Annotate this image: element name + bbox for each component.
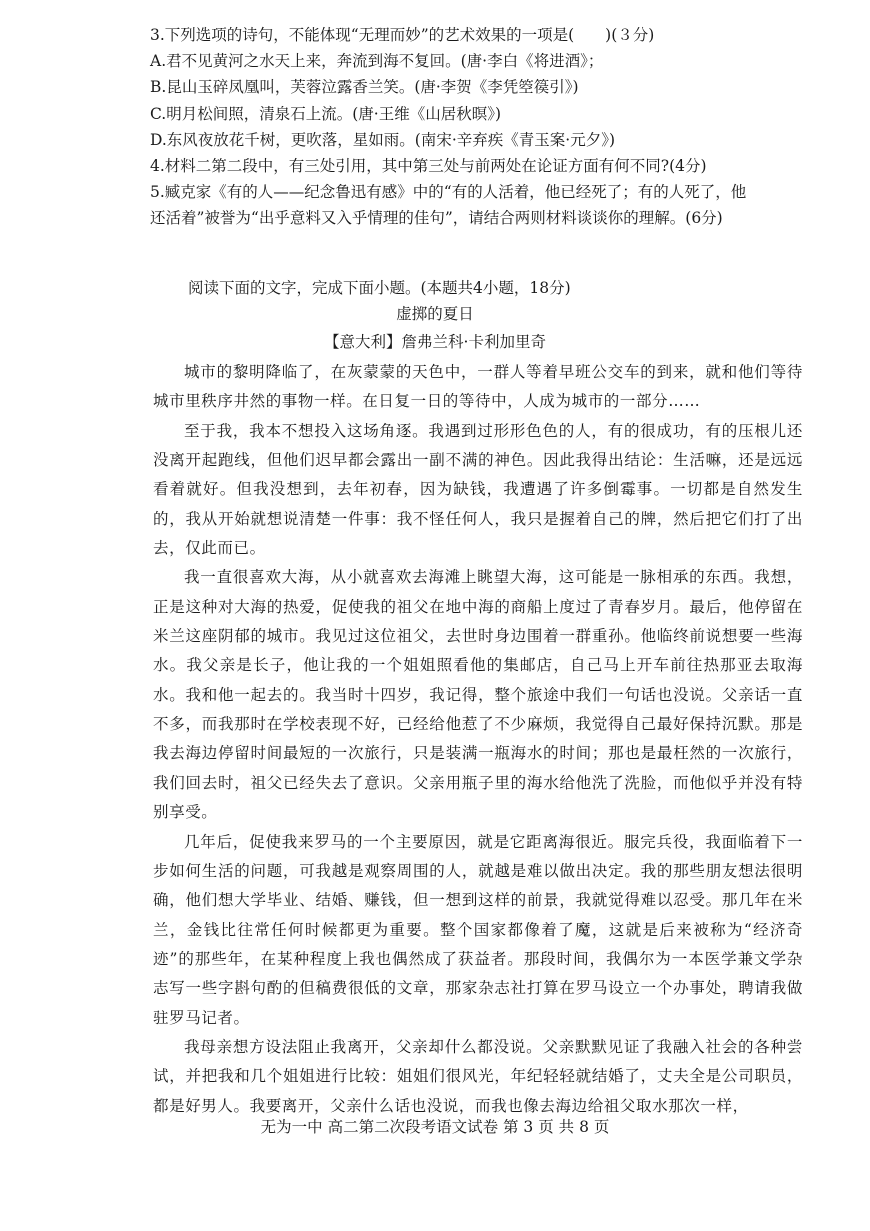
question-block xyxy=(150,22,810,232)
question-4: 4.材料二第二段中，有三处引用，其中第三处与前两处在论证方面有何不同?(4分) xyxy=(150,156,707,175)
article-paragraph: 我母亲想方设法阻止我离开，父亲却什么都没说。父亲默默见证了我融入社会的各种尝试，并把我和几个姐姐进行比较：姐姐们很风光，年纪轻轻就结婚了，丈夫全是公司职员，都是好男人。我要离开，父亲什么话也没说，而我也像去海边给祖父取水那次一样， xyxy=(153,1037,803,1115)
page-footer: 无为一中 高二第二次段考语文试卷 第 3 页 共 8 页 xyxy=(260,1118,610,1136)
article-paragraph: 至于我，我本不想投入这场角逐。我遇到过形形色色的人，有的很成功，有的压根儿还没离开起跑线，但他们迟早都会露出一副不满的神色。因此我得出结论：生活嘛，还是远远看着就好。但我没想到，去年初春，因为缺钱，我遭遇了许多倒霉事。一切都是自然发生的，我从开始就想说清楚一件事：我不怪任何人，我只是握着自己的牌，然后把它们打了出去，仅此而已。 xyxy=(153,421,803,558)
question-3-option-d: D.东风夜放花千树，更吹落，星如雨。(南宋·辛弃疾《青玉案·元夕》) xyxy=(150,130,616,149)
article-paragraph: 城市的黎明降临了，在灰蒙蒙的天色中，一群人等着早班公交车的到来，就和他们等待城市里秩序井然的事物一样。在日复一日的等待中，人成为城市的一部分…… xyxy=(153,363,803,411)
article-paragraph: 我一直很喜欢大海，从小就喜欢去海滩上眺望大海，这可能是一脉相承的东西。我想，正是这种对大海的热爱，促使我的祖父在地中海的商船上度过了青春岁月。最后，他停留在米兰这座阴郁的城市。我见过这位祖父，去世时身边围着一群重孙。他临终前说想要一些海水。我父亲是长子，他让我的一个姐姐照看他的集邮店，自己马上开车前往热那亚去取海水。我和他一起去的。我当时十四岁，我记得，整个旅途中我们一句话也没说。父亲话一直不多，而我那时在学校表现不好，已经给他惹了不少麻烦，我觉得自己最好保持沉默。那是我去海边停留时间最短的一次旅行，只是装满一瓶海水的时间；那也是最枉然的一次旅行，我们回去时，祖父已经失去了意识。父亲用瓶子里的海水给他洗了洗脸，而他似乎并没有特别享受。 xyxy=(153,568,803,822)
article-body xyxy=(153,358,803,1121)
question-5-line-1: 5.臧克家《有的人——纪念鲁迅有感》中的“有的人活着，他已经死了；有的人死了，他 xyxy=(150,183,747,202)
question-3-option-b: B.昆山玉碎凤凰叫，芙蓉泣露香兰笑。(唐·李贺《李凭箜篌引》) xyxy=(150,78,579,97)
question-5-line-2: 还活着”被誉为“出乎意料又入乎情理的佳句”，请结合两则材料谈谈你的理解。(6分) xyxy=(150,209,723,228)
question-3-stem: 3.下列选项的诗句，不能体现“无理而妙”的艺术效果的一项是( )(３分) xyxy=(150,26,655,44)
article-author: 【意大利】詹弗兰科·卡利加里奇 xyxy=(324,333,546,351)
question-3-option-c: C.明月松间照，清泉石上流。(唐·王维《山居秋暝》) xyxy=(150,104,502,123)
question-3-option-a: A.君不见黄河之水天上来，奔流到海不复回。(唐·李白《将进酒》； xyxy=(150,52,604,71)
article-paragraph: 几年后，促使我来罗马的一个主要原因，就是它距离海很近。服完兵役，我面临着下一步如何生活的问题，可我越是观察周围的人，就越是难以做出决定。我的那些朋友想法很明确，他们想大学毕业、结婚、赚钱，但一想到这样的前景，我就觉得难以忍受。那几年在米兰，金钱比往常任何时候都更为重要。整个国家都像着了魔，这就是后来被称为“经济奇迹”的那些年，在某种程度上我也偶然成了获益者。那段时间，我偶尔为一本医学兼文学杂志写一些字斟句酌的但稿费很低的文章，那家杂志社打算在罗马设立一个办事处，聘请我做驻罗马记者。 xyxy=(153,832,803,1027)
article-title: 虚掷的夏日 xyxy=(396,305,474,323)
reading-instructions: 阅读下面的文字，完成下面小题。(本题共4小题，18分) xyxy=(188,279,571,297)
